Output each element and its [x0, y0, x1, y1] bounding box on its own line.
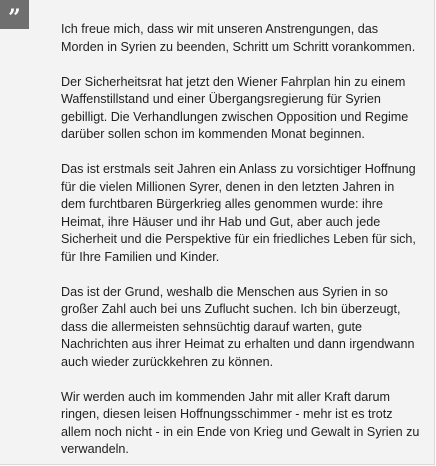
quote-paragraph-3: Das ist erstmals seit Jahren ein Anlass zu vorsichtiger Hoffnung für die vielen Millionen Syrer, denen in den letzten Jahren in dem furchtbaren Bürgerkrieg alles genommen wurde: ihre Heimat, ihre Häuser und ihr Hab und Gut, aber auch jede Sicherheit und die Perspektive für ein friedliches Leben für sich, für Ihre Familien und Kinder. [61, 162, 416, 264]
quote-paragraph-2: Der Sicherheitsrat hat jetzt den Wiener Fahrplan hin zu einem Waffenstillstand und einer Übergangsregierung für Syrien gebilligt. Die Verhandlungen zwischen Opposition und Regime darüber sollen schon im kommenden Monat beginnen. [61, 74, 409, 141]
quote-paragraph-5: Wir werden auch im kommenden Jahr mit aller Kraft darum ringen, diesen leisen Hoffnungsschimmer - mehr ist es trotz allem noch nicht - in ein Ende von Krieg und Gewalt in Syrien zu verwandeln. [61, 389, 420, 456]
quote-body [61, 21, 421, 459]
quote-mark-glyph: ” [8, 4, 21, 31]
quote-paragraph-4: Das ist der Grund, weshalb die Menschen aus Syrien in so großer Zahl auch bei uns Zuflucht suchen. Ich bin überzeugt, dass die allermeisten sehnsüchtig darauf warten, gute Nachrichten aus ihrer Heimat zu erhalten und dann irgendwann auch wieder zurückkehren zu können. [61, 284, 415, 369]
quote-paragraph-1: Ich freue mich, dass wir mit unseren Anstrengungen, das Morden in Syrien zu beenden, Schritt um Schritt vorankommen. [61, 22, 416, 54]
quote-mark-icon [0, 0, 29, 29]
